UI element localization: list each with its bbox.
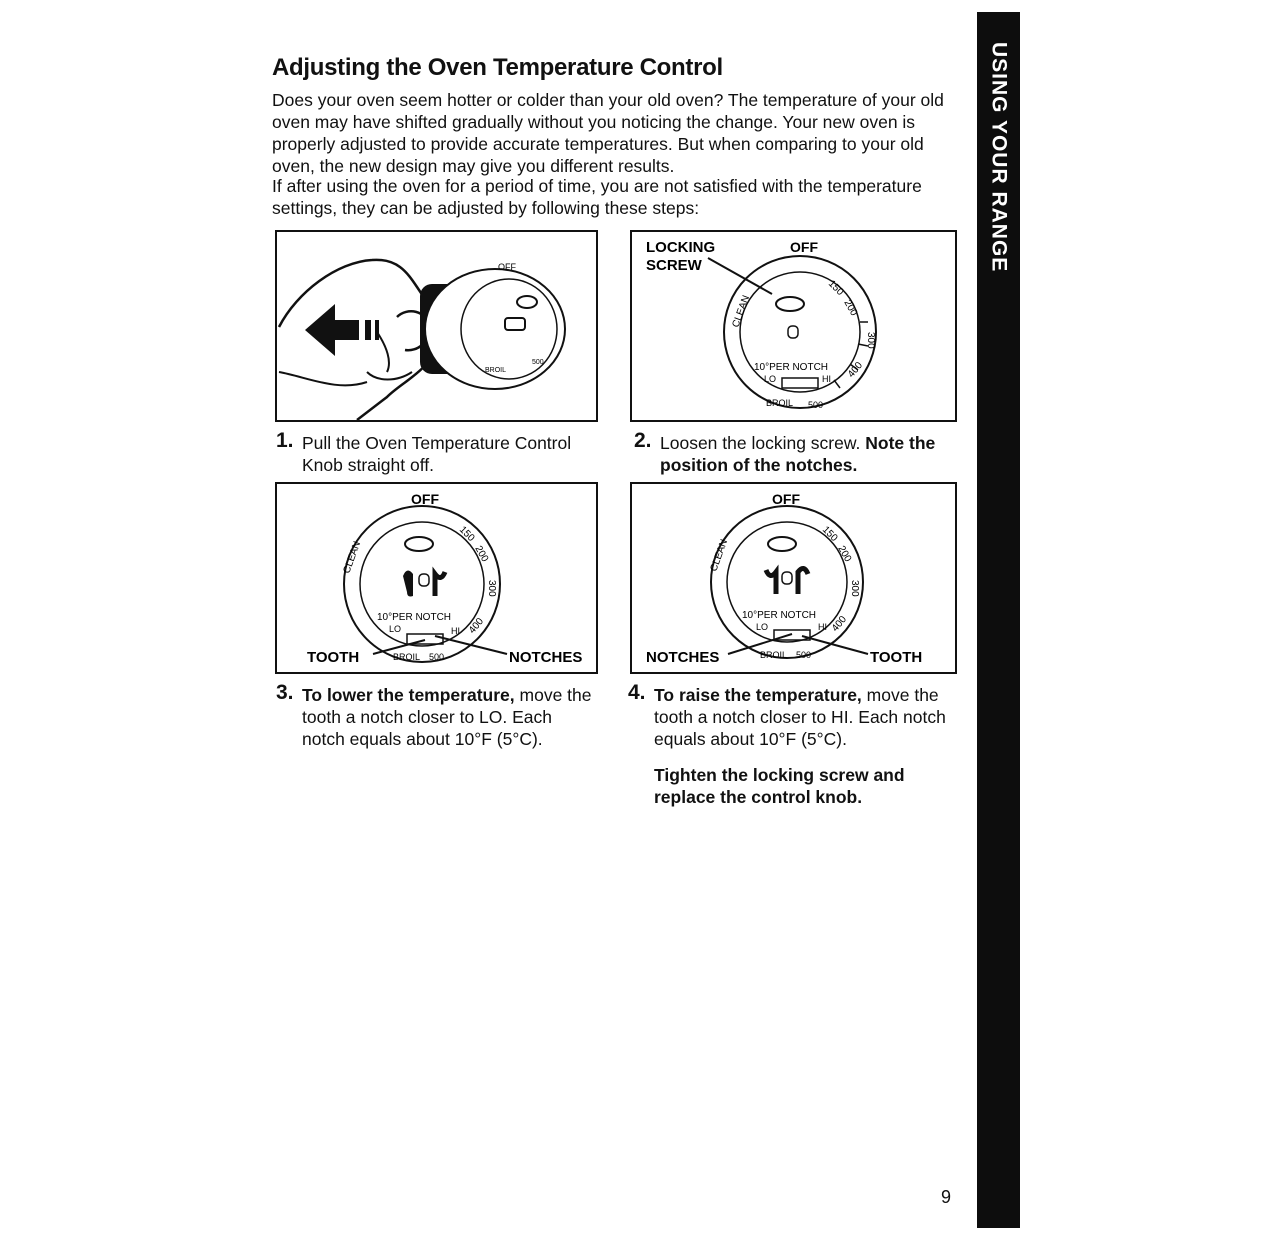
step-3 (276, 681, 596, 750)
fig2-150-label: 150 (825, 278, 846, 298)
step-2-bold: Note the position of the notches. (660, 433, 936, 475)
fig3-500-label: 500 (429, 652, 445, 662)
fig2-off-label: OFF (790, 239, 818, 255)
fig4-off-label: OFF (772, 491, 800, 507)
fig4-300-label: 300 (849, 580, 860, 597)
fig4-tooth-label: TOOTH (870, 649, 923, 666)
fig4-400-label: 400 (829, 614, 850, 634)
fig3-hi-label: HI (451, 626, 460, 636)
fig4-broil-label: BROIL (760, 650, 788, 660)
figure-2-locking-screw (630, 230, 957, 422)
fig1-off-label: OFF (498, 262, 516, 272)
page-number: 9 (941, 1187, 952, 1207)
fig3-off-label: OFF (411, 491, 439, 507)
fig1-500-label: 500 (532, 359, 544, 366)
fig4-500-label: 500 (796, 650, 812, 660)
step-2-text: Loosen the locking screw. (660, 433, 861, 453)
intro-paragraph-1: Does your oven seem hotter or colder than your old oven? The temperature of your old oven may have shifted gradually without you noticing the change. Your new oven is properly adjusted to provide accurate temperatures. But when comparing to your old oven, the new design may give you different results. (272, 90, 944, 176)
fig2-locking-label: LOCKING (646, 239, 716, 256)
figure-1-pull-knob (275, 230, 598, 422)
step-4-text: move the tooth a notch closer to HI. Each notch equals about 10°F (5°C). (654, 685, 946, 749)
step-2-number: 2. (634, 429, 652, 452)
step-1-number: 1. (276, 429, 294, 452)
fig2-300-label: 300 (865, 332, 876, 349)
step-3-bold: To lower the temperature, (302, 685, 515, 705)
section-tab-label: USING YOUR RANGE (987, 42, 1011, 273)
step-4-number: 4. (628, 681, 646, 704)
fig3-broil-label: BROIL (393, 652, 421, 662)
fig2-hi-label: HI (822, 374, 831, 384)
step-4-bold: To raise the temperature, (654, 685, 862, 705)
figure-3-lower-temperature (275, 482, 598, 674)
fig2-clean-label: CLEAN (730, 293, 753, 330)
fig3-lo-label: LO (389, 624, 402, 634)
fig2-screw-label: SCREW (646, 257, 702, 274)
step-3-number: 3. (276, 681, 294, 704)
fig3-clean-label: CLEAN (341, 539, 364, 576)
fig3-150-label: 150 (456, 524, 477, 544)
fig2-broil-label: BROIL (766, 398, 794, 408)
fig4-lo-label: LO (756, 622, 769, 632)
fig1-broil-label: BROIL (485, 367, 507, 374)
step-2 (634, 429, 954, 476)
fig4-200-label: 200 (835, 544, 854, 564)
fig4-150-label: 150 (819, 524, 840, 544)
fig3-400-label: 400 (466, 616, 487, 636)
step-4 (628, 681, 954, 808)
fig2-lo-label: LO (764, 374, 777, 384)
fig2-200-label: 200 (841, 298, 860, 318)
fig3-notches-label: NOTCHES (509, 649, 583, 666)
step-1-text: Pull the Oven Temperature Control Knob straight off. (302, 433, 572, 475)
fig4-hi-label: HI (818, 622, 827, 632)
fig3-tooth-label: TOOTH (307, 649, 360, 666)
fig2-per-notch-label: 10°PER NOTCH (754, 362, 829, 373)
fig4-clean-label: CLEAN (708, 537, 731, 574)
section-tab (977, 12, 1020, 1228)
fig4-notches-label: NOTCHES (646, 649, 720, 666)
fig2-400-label: 400 (845, 360, 866, 380)
figure-4-raise-temperature (630, 482, 957, 674)
step-4-extra-bold: Tighten the locking screw and replace the control knob. (654, 765, 905, 807)
step-1 (276, 429, 606, 476)
step-3-text: move the tooth a notch closer to LO. Each notch equals about 10°F (5°C). (302, 685, 592, 749)
intro-paragraph-2: If after using the oven for a period of time, you are not satisfied with the temperature settings, they can be adjusted by following these steps: (272, 176, 922, 218)
fig3-200-label: 200 (472, 544, 491, 564)
fig3-per-notch-label: 10°PER NOTCH (377, 612, 452, 623)
page-title: Adjusting the Oven Temperature Control (272, 54, 723, 81)
fig2-500-label: 500 (808, 400, 824, 410)
fig3-300-label: 300 (486, 580, 497, 597)
fig4-per-notch-label: 10°PER NOTCH (742, 610, 817, 621)
